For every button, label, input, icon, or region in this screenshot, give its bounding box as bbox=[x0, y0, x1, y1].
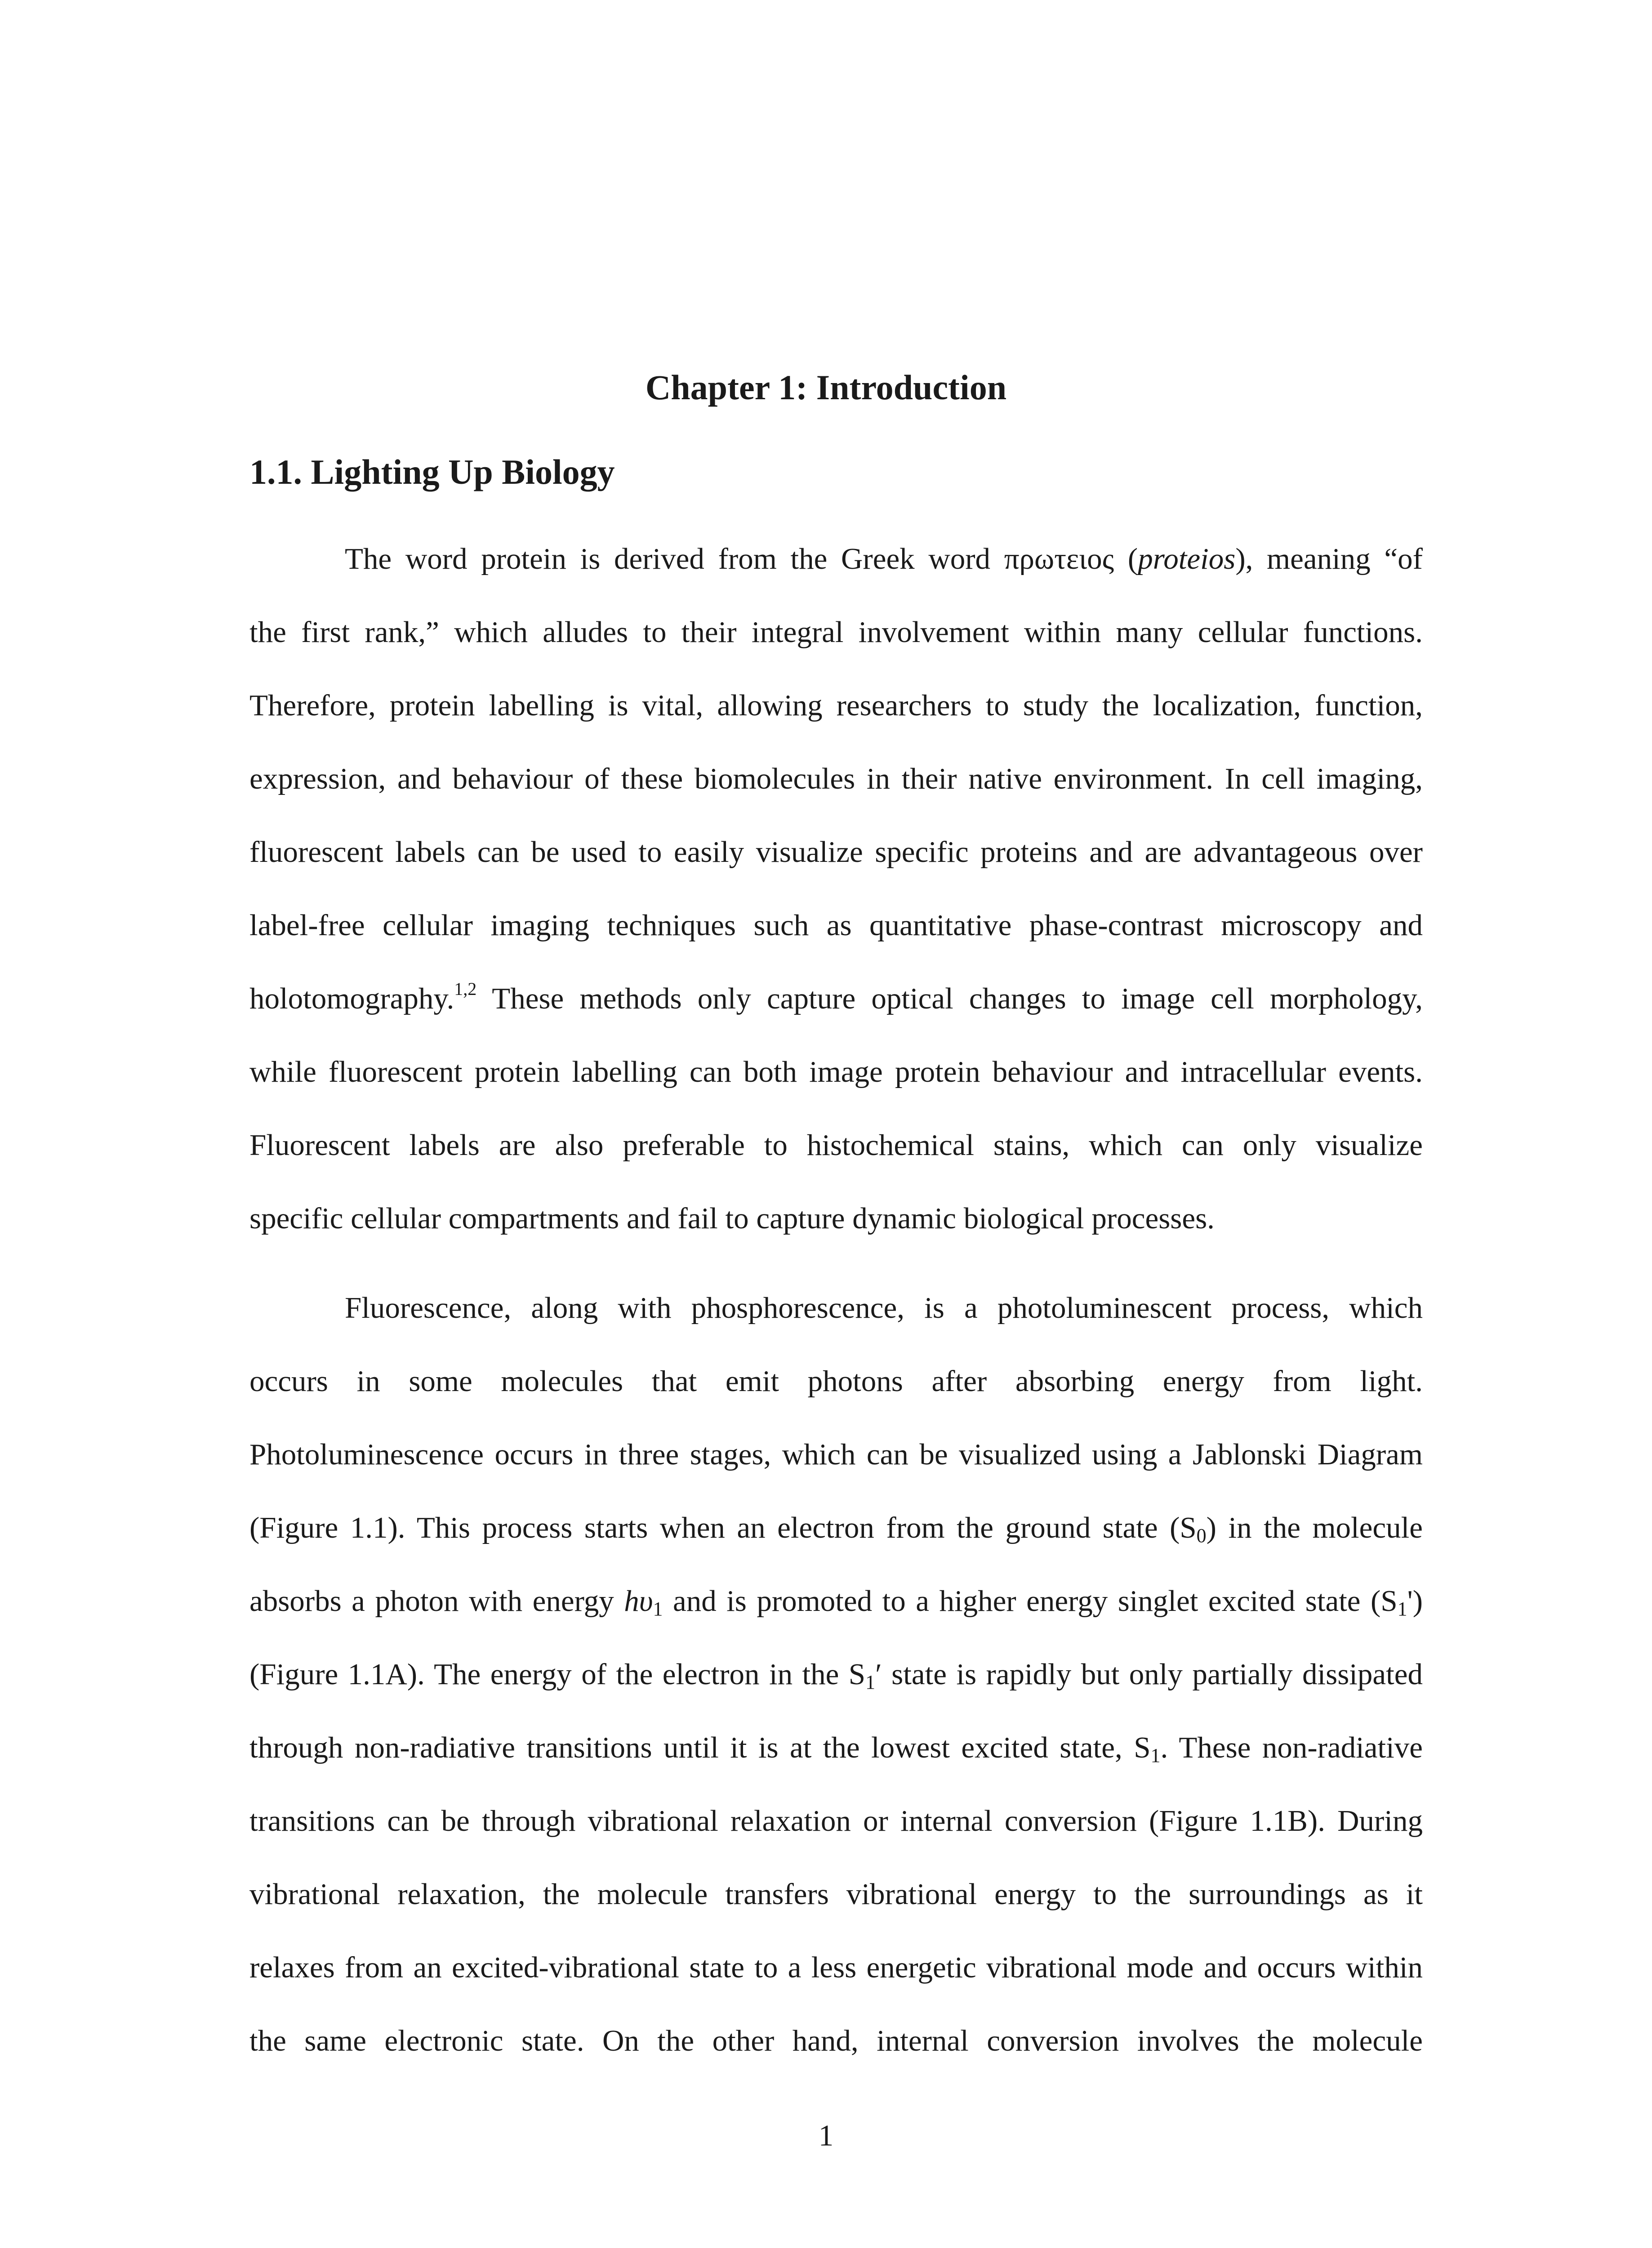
paragraph-line: label-free cellular imaging techniques such as quantitative phase-contrast microscopy and bbox=[249, 909, 1423, 942]
paragraph-line: transitions can be through vibrational relaxation or internal conversion (Figure 1.1B). During bbox=[249, 1804, 1423, 1838]
text-run: through non-radiative transitions until it is at the lowest excited state, S bbox=[249, 1731, 1151, 1764]
paragraph-line: the same electronic state. On the other hand, internal conversion involves the molecule bbox=[249, 2024, 1423, 2057]
chapter-title: Chapter 1: Introduction bbox=[645, 368, 1007, 407]
paragraph-1 bbox=[249, 522, 1423, 1255]
text-run: These methods only capture optical changes to image cell morphology, bbox=[476, 982, 1423, 1015]
section-heading: 1.1. Lighting Up Biology bbox=[249, 452, 615, 491]
paragraph-line: specific cellular compartments and fail to capture dynamic biological processes. bbox=[249, 1202, 1215, 1235]
paragraph-line: while fluorescent protein labelling can both image protein behaviour and intracellular events. bbox=[249, 1055, 1423, 1088]
text-run: ′ state is rapidly but only partially dissipated bbox=[875, 1658, 1423, 1691]
text-run: The word protein is derived from the Greek word πρωτειος ( bbox=[345, 542, 1138, 575]
paragraph-line: Therefore, protein labelling is vital, allowing researchers to study the localization, function, bbox=[249, 689, 1423, 722]
subscript: 0 bbox=[1196, 1525, 1207, 1547]
subscript: 1 bbox=[653, 1598, 663, 1620]
paragraph-line: relaxes from an excited-vibrational state to a less energetic vibrational mode and occurs within bbox=[249, 1951, 1423, 1984]
paragraph-line: fluorescent labels can be used to easily visualize specific proteins and are advantageous over bbox=[249, 835, 1423, 869]
paragraph-line: the first rank,” which alludes to their integral involvement within many cellular functions. bbox=[249, 616, 1423, 649]
paragraph-line: Fluorescence, along with phosphorescence, is a photoluminescent process, which bbox=[345, 1291, 1423, 1325]
paragraph-line bbox=[249, 522, 1423, 596]
paragraph-line bbox=[249, 1491, 1423, 1565]
italic-symbol: hυ bbox=[624, 1584, 653, 1618]
text-run: ') bbox=[1407, 1584, 1423, 1618]
subscript: 1 bbox=[865, 1671, 876, 1693]
text-run: (Figure 1.1). This process starts when an electron from the ground state (S bbox=[249, 1511, 1197, 1544]
paragraph-line bbox=[249, 1638, 1423, 1711]
paragraph-line: vibrational relaxation, the molecule transfers vibrational energy to the surroundings as it bbox=[249, 1878, 1423, 1911]
text-run: absorbs a photon with energy bbox=[249, 1584, 624, 1618]
subscript: 1 bbox=[1397, 1598, 1407, 1620]
paragraph-line: Fluorescent labels are also preferable to histochemical stains, which can only visualize bbox=[249, 1128, 1423, 1162]
page-number: 1 bbox=[818, 2119, 834, 2152]
text-run: ), meaning “of bbox=[1235, 542, 1423, 575]
subscript: 1 bbox=[1150, 1744, 1161, 1766]
paragraph-line: expression, and behaviour of these biomolecules in their native environment. In cell imaging, bbox=[249, 762, 1423, 795]
paragraph-line bbox=[249, 1565, 1423, 1638]
paragraph-line bbox=[249, 1711, 1423, 1784]
text-run: ) in the molecule bbox=[1206, 1511, 1423, 1544]
text-run: . These non-radiative bbox=[1160, 1731, 1423, 1764]
paragraph-line: Photoluminescence occurs in three stages, which can be visualized using a Jablonski Diagram bbox=[249, 1438, 1423, 1471]
text-run: (Figure 1.1A). The energy of the electron in the S bbox=[249, 1658, 866, 1691]
citation-superscript: 1,2 bbox=[454, 979, 477, 999]
paragraph-line: occurs in some molecules that emit photons after absorbing energy from light. bbox=[249, 1365, 1423, 1398]
paragraph-line bbox=[249, 962, 1423, 1035]
italic-term: proteios bbox=[1138, 542, 1236, 575]
paragraph-2 bbox=[249, 1271, 1423, 2078]
text-run: holotomography. bbox=[249, 982, 454, 1015]
text-run: and is promoted to a higher energy singlet excited state (S bbox=[663, 1584, 1398, 1618]
